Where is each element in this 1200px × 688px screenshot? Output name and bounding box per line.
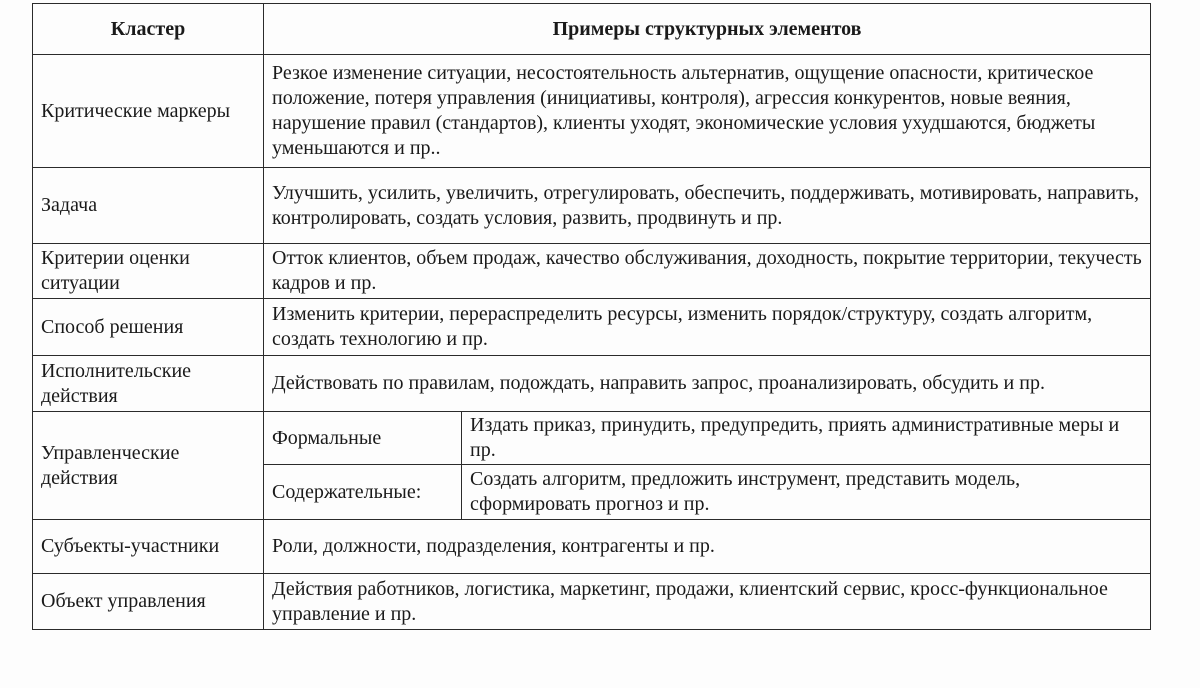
cluster-cell: Исполнительские действия	[33, 356, 264, 412]
table-row	[33, 520, 1151, 574]
examples-cell: Улучшить, усилить, увеличить, отрегулировать, обеспечить, поддерживать, мотивировать, направить, контролировать, создать условия, развить, продвинуть и пр.	[264, 168, 1151, 244]
cluster-cell: Критерии оценки ситуации	[33, 244, 264, 299]
table-row	[33, 356, 1151, 412]
examples-cell: Изменить критерии, перераспределить ресурсы, изменить порядок/структуру, создать алгоритм, создать технологию и пр.	[264, 299, 1151, 356]
examples-cell: Роли, должности, подразделения, контрагенты и пр.	[264, 520, 1151, 574]
cluster-cell: Объект управления	[33, 574, 264, 630]
examples-cell: Действовать по правилам, подождать, направить запрос, проанализировать, обсудить и пр.	[264, 356, 1151, 412]
header-examples: Примеры структурных элементов	[264, 4, 1151, 55]
examples-cell: Действия работников, логистика, маркетинг, продажи, клиентский сервис, кросс-функциональное управление и пр.	[264, 574, 1151, 630]
table-row	[33, 574, 1151, 630]
examples-cell: Создать алгоритм, предложить инструмент, представить модель, сформировать прогноз и пр.	[462, 465, 1151, 520]
examples-cell: Резкое изменение ситуации, несостоятельность альтернатив, ощущение опасности, критическое положение, потеря управления (инициативы, контроля), агрессия конкурентов, новые веяния, нарушение правил (стандартов), клиенты уходят, экономические условия ухудшаются, бюджеты уменьшаются и пр..	[264, 55, 1151, 168]
cluster-cell: Задача	[33, 168, 264, 244]
subcategory-cell: Формальные	[264, 412, 462, 465]
cluster-table	[32, 3, 1151, 630]
table-row	[33, 412, 1151, 465]
subcategory-cell: Содержательные:	[264, 465, 462, 520]
examples-cell: Отток клиентов, объем продаж, качество обслуживания, доходность, покрытие территории, текучесть кадров и пр.	[264, 244, 1151, 299]
table-row	[33, 299, 1151, 356]
examples-cell: Издать приказ, принудить, предупредить, приять административные меры и пр.	[462, 412, 1151, 465]
cluster-cell: Критические маркеры	[33, 55, 264, 168]
table-row	[33, 244, 1151, 299]
header-cluster: Кластер	[33, 4, 264, 55]
table-row	[33, 55, 1151, 168]
cluster-cell: Управленческие действия	[33, 412, 264, 520]
cluster-cell: Способ решения	[33, 299, 264, 356]
cluster-cell: Субъекты-участники	[33, 520, 264, 574]
table-row	[33, 168, 1151, 244]
